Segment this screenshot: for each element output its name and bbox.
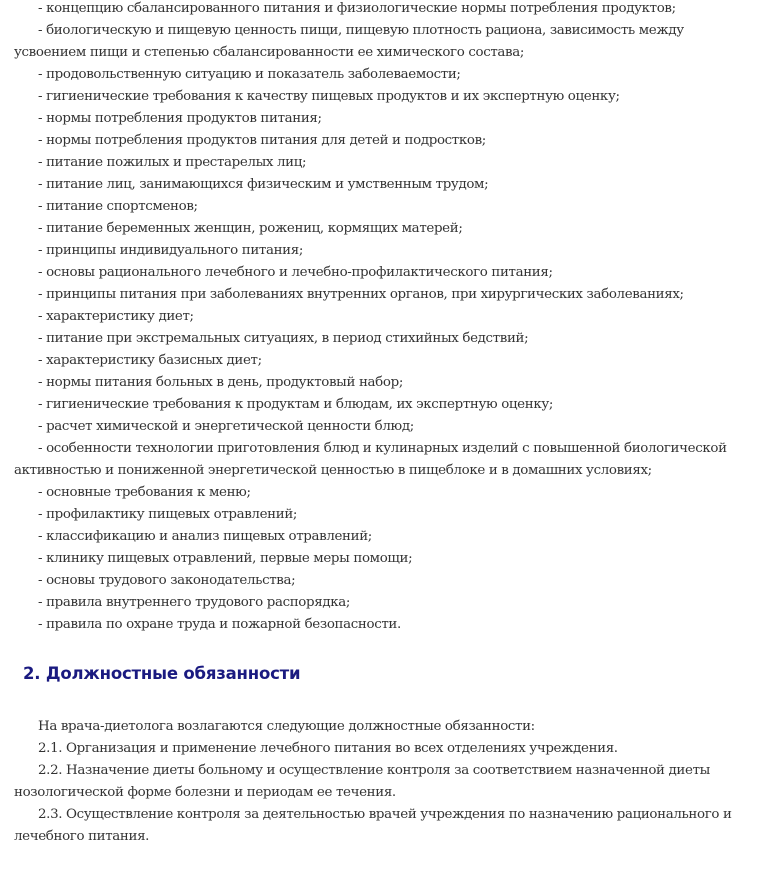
list-item: - питание спортсменов; <box>38 199 198 214</box>
list-item: - концепцию сбалансированного питания и физиологические нормы потребления продуктов; <box>38 1 676 16</box>
list-item: - расчет химической и энергетической ценности блюд; <box>38 419 414 434</box>
document-body <box>14 0 759 848</box>
duties-section <box>14 716 759 848</box>
list-item: - основные требования к меню; <box>38 485 251 500</box>
list-item: - питание беременных женщин, рожениц, кормящих матерей; <box>38 221 463 236</box>
list-item: - особенности технологии приготовления блюд и кулинарных изделий с повышенной биологической активностью и пониженной энергетической ценностью в пищеблоке и в домашних условиях; <box>14 441 727 478</box>
list-item: - правила по охране труда и пожарной безопасности. <box>38 617 401 632</box>
list-item: - гигиенические требования к продуктам и блюдам, их экспертную оценку; <box>38 397 554 412</box>
list-item: - клинику пищевых отравлений, первые меры помощи; <box>38 551 413 566</box>
list-item: - основы рационального лечебного и лечебно-профилактического питания; <box>38 265 553 280</box>
list-item: - классификацию и анализ пищевых отравлений; <box>38 529 372 544</box>
paragraph: 2.1. Организация и применение лечебного питания во всех отделениях учреждения. <box>38 741 618 756</box>
list-item: - гигиенические требования к качеству пищевых продуктов и их экспертную оценку; <box>38 89 620 104</box>
list-item: - принципы индивидуального питания; <box>38 243 304 258</box>
paragraph: На врача-диетолога возлагаются следующие должностные обязанности: <box>38 719 535 734</box>
list-item: - характеристику базисных диет; <box>38 353 262 368</box>
section-heading: 2. Должностные обязанности <box>23 664 301 683</box>
list-item: - нормы потребления продуктов питания для детей и подростков; <box>38 133 486 148</box>
paragraph: 2.3. Осуществление контроля за деятельностью врачей учреждения по назначению рационального и лечебного питания. <box>14 807 732 844</box>
paragraph: 2.2. Назначение диеты больному и осуществление контроля за соответствием назначенной диеты нозологической форме болезни и периодам ее течения. <box>14 763 710 800</box>
list-item: - питание лиц, занимающихся физическим и умственным трудом; <box>38 177 489 192</box>
list-item: - нормы питания больных в день, продуктовый набор; <box>38 375 403 390</box>
list-item: - характеристику диет; <box>38 309 194 324</box>
list-item: - продовольственную ситуацию и показатель заболеваемости; <box>38 67 461 82</box>
list-item: - питание при экстремальных ситуациях, в период стихийных бедствий; <box>38 331 529 346</box>
list-item: - принципы питания при заболеваниях внутренних органов, при хирургических заболеваниях; <box>38 287 684 302</box>
list-item: - питание пожилых и престарелых лиц; <box>38 155 307 170</box>
list-item: - нормы потребления продуктов питания; <box>38 111 322 126</box>
list-item: - основы трудового законодательства; <box>38 573 296 588</box>
list-item: - правила внутреннего трудового распорядка; <box>38 595 351 610</box>
knowledge-list <box>14 0 759 636</box>
list-item: - биологическую и пищевую ценность пищи, пищевую плотность рациона, зависимость между усвоением пищи и степенью сбалансированности ее химического состава; <box>14 23 684 60</box>
list-item: - профилактику пищевых отравлений; <box>38 507 298 522</box>
